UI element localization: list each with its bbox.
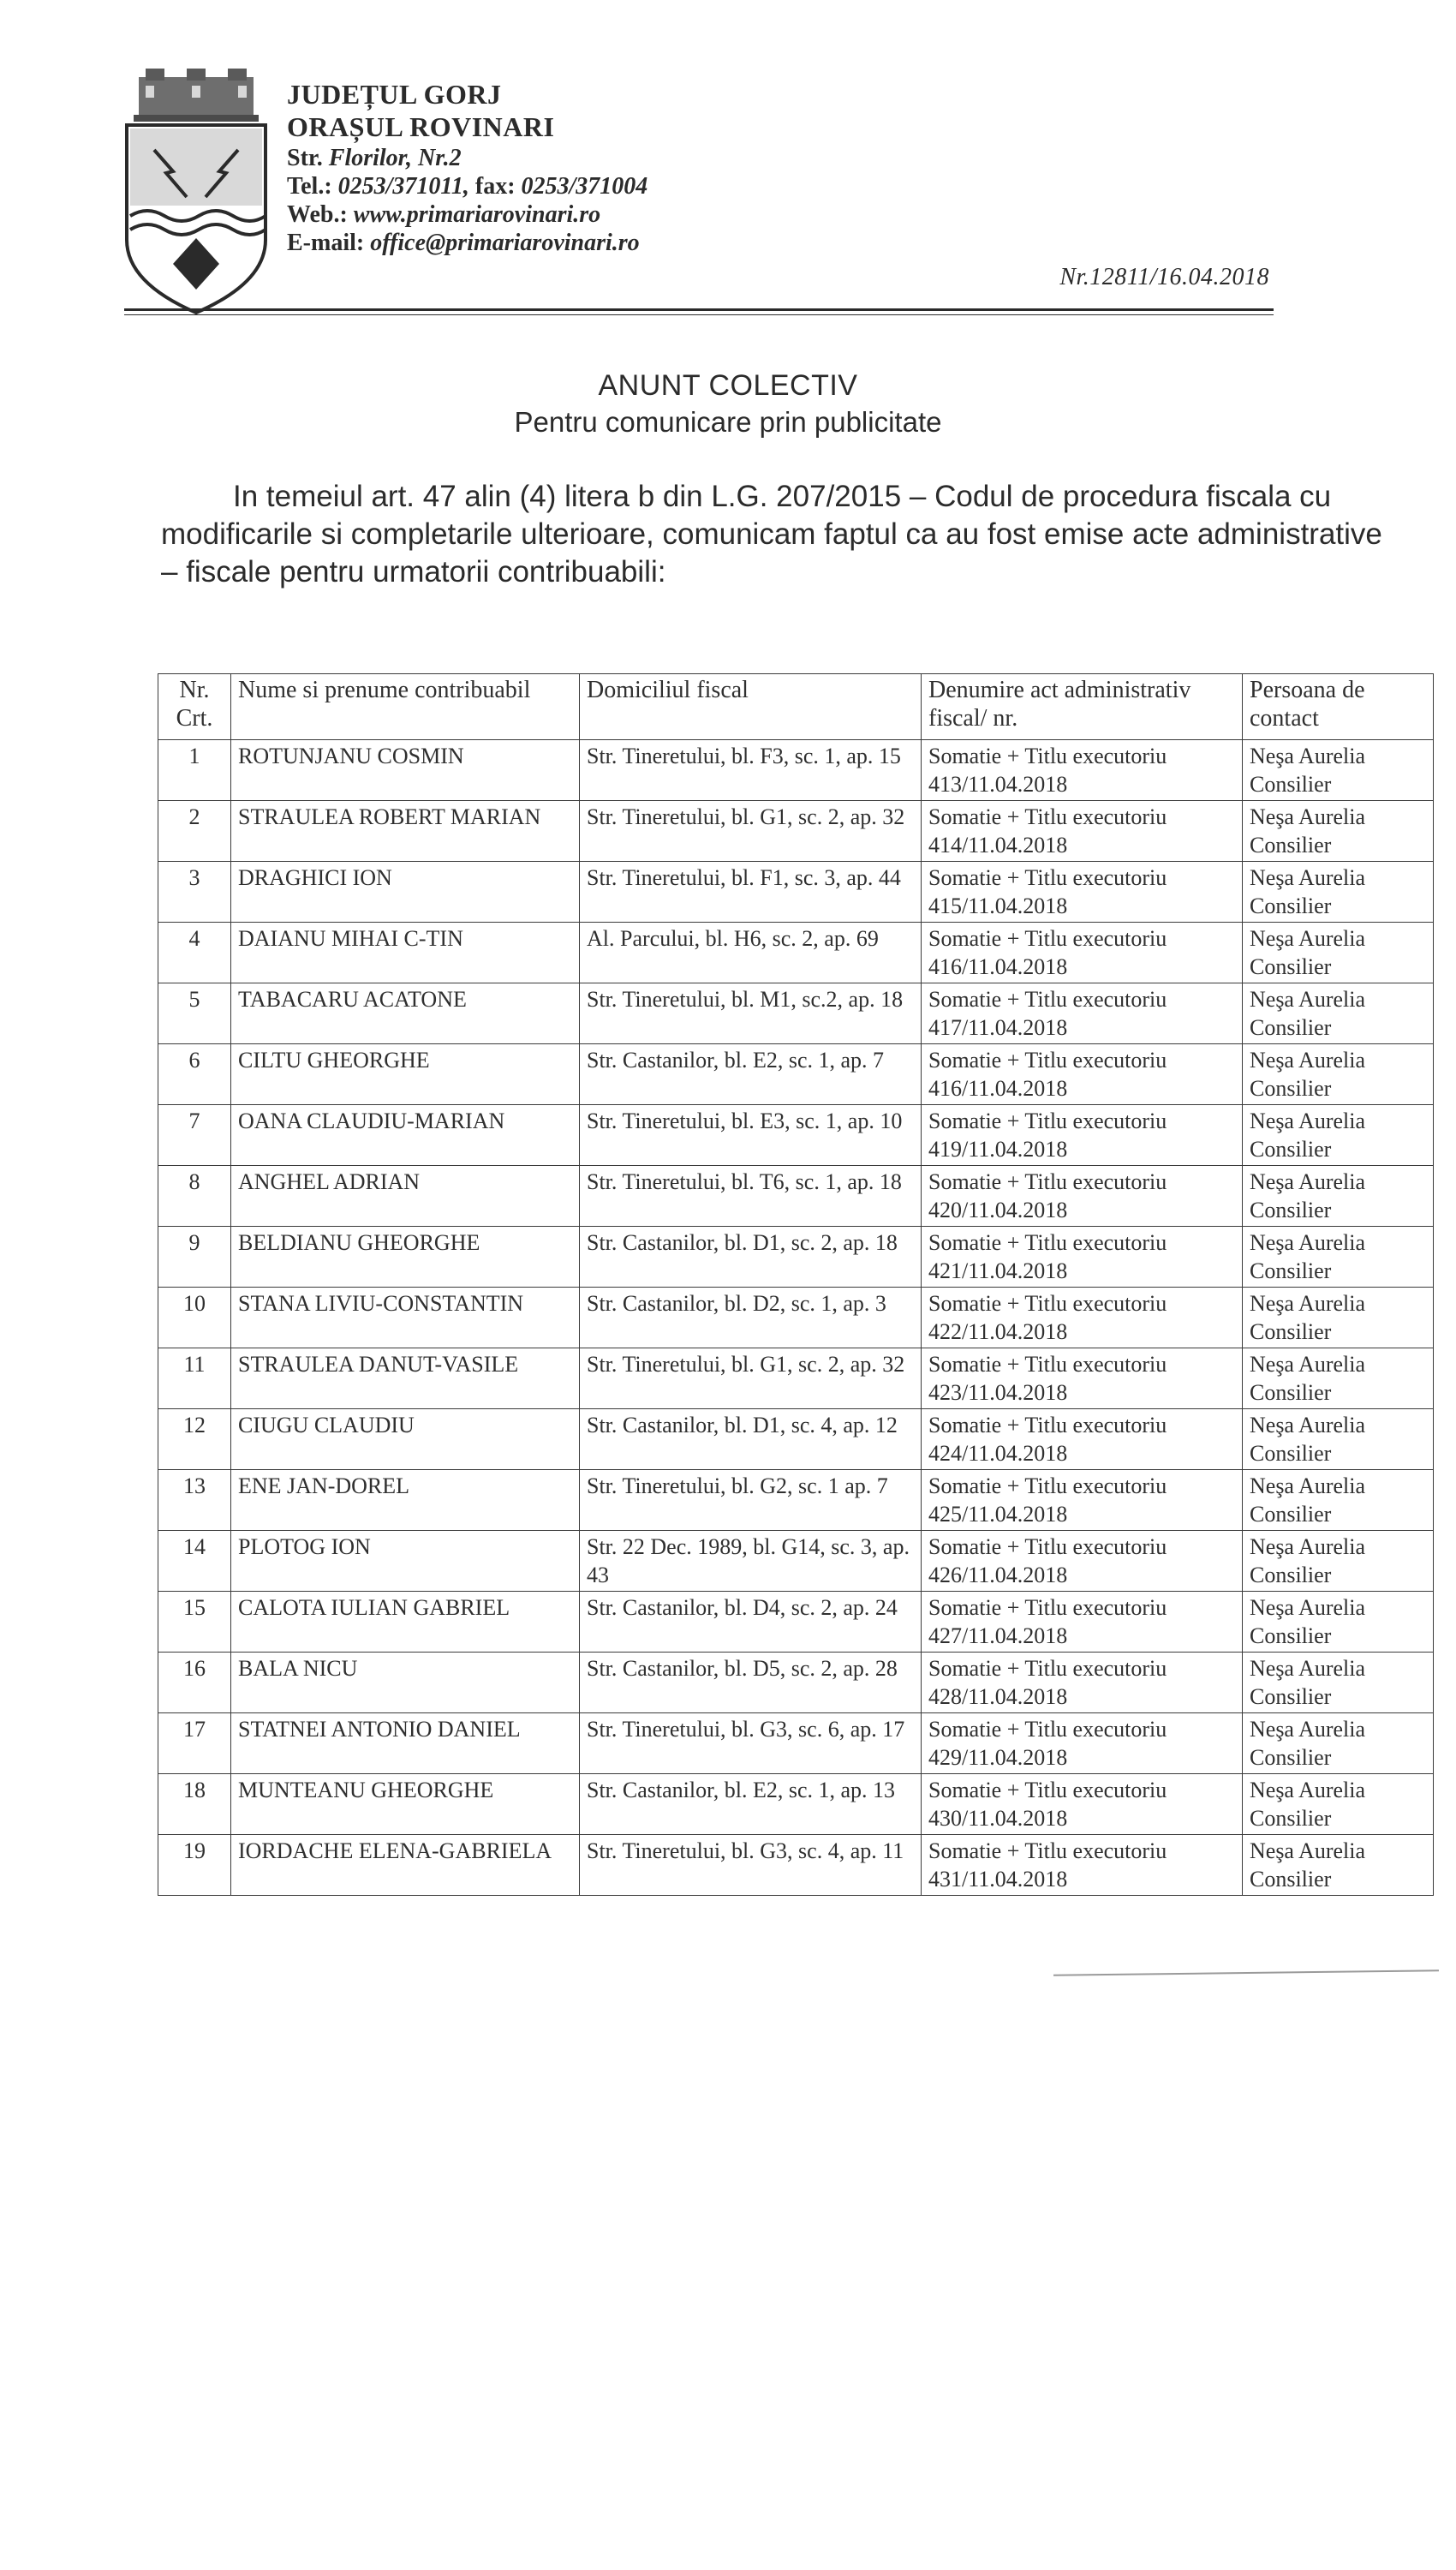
column-header-nr: Nr. Crt. xyxy=(158,674,231,740)
table-row xyxy=(158,1835,1434,1896)
cell-contact: Neşa Aurelia Consilier xyxy=(1243,1470,1434,1531)
address-line xyxy=(287,144,647,172)
table-row xyxy=(158,1105,1434,1166)
table-row xyxy=(158,1288,1434,1348)
title-subtitle: Pentru comunicare prin publicitate xyxy=(514,406,942,439)
cell-name: TABACARU ACATONE xyxy=(231,983,580,1044)
cell-address: Str. Castanilor, bl. E2, sc. 1, ap. 7 xyxy=(580,1044,922,1105)
cell-address: Str. Tineretului, bl. G2, sc. 1 ap. 7 xyxy=(580,1470,922,1531)
cell-address: Str. Tineretului, bl. F3, sc. 1, ap. 15 xyxy=(580,740,922,801)
cell-nr: 13 xyxy=(158,1470,231,1531)
table-row xyxy=(158,1166,1434,1227)
cell-name: CALOTA IULIAN GABRIEL xyxy=(231,1592,580,1653)
cell-act: Somatie + Titlu executoriu 421/11.04.2018 xyxy=(922,1227,1243,1288)
table-row xyxy=(158,1348,1434,1409)
table-row xyxy=(158,1713,1434,1774)
scan-artifact-line xyxy=(1053,1969,1439,1975)
cell-name: STATNEI ANTONIO DANIEL xyxy=(231,1713,580,1774)
cell-nr: 17 xyxy=(158,1713,231,1774)
cell-contact: Neşa Aurelia Consilier xyxy=(1243,740,1434,801)
cell-nr: 10 xyxy=(158,1288,231,1348)
table-header-row xyxy=(158,674,1434,740)
cell-nr: 6 xyxy=(158,1044,231,1105)
city-name: ORAȘUL ROVINARI xyxy=(287,111,555,142)
cell-act: Somatie + Titlu executoriu 422/11.04.2018 xyxy=(922,1288,1243,1348)
cell-name: IORDACHE ELENA-GABRIELA xyxy=(231,1835,580,1896)
document-registration-number: Nr.12811/16.04.2018 xyxy=(1059,264,1269,290)
cell-contact: Neşa Aurelia Consilier xyxy=(1243,801,1434,862)
cell-name: CIUGU CLAUDIU xyxy=(231,1409,580,1470)
cell-nr: 11 xyxy=(158,1348,231,1409)
cell-contact: Neşa Aurelia Consilier xyxy=(1243,1227,1434,1288)
cell-nr: 1 xyxy=(158,740,231,801)
email-line xyxy=(287,229,647,257)
cell-act: Somatie + Titlu executoriu 430/11.04.2018 xyxy=(922,1774,1243,1835)
email-value: office@primariarovinari.ro xyxy=(370,229,640,256)
fax-value: 0253/371004 xyxy=(521,172,648,200)
cell-contact: Neşa Aurelia Consilier xyxy=(1243,1592,1434,1653)
cell-nr: 15 xyxy=(158,1592,231,1653)
header-divider-thin xyxy=(124,314,1274,315)
cell-name: DAIANU MIHAI C-TIN xyxy=(231,923,580,983)
table-row xyxy=(158,1044,1434,1105)
cell-contact: Neşa Aurelia Consilier xyxy=(1243,1409,1434,1470)
cell-address: Str. Tineretului, bl. G1, sc. 2, ap. 32 xyxy=(580,801,922,862)
column-header-contact: Persoana de contact xyxy=(1243,674,1434,740)
web-value: www.primariarovinari.ro xyxy=(353,200,601,228)
cell-address: Str. Tineretului, bl. G1, sc. 2, ap. 32 xyxy=(580,1348,922,1409)
tel-value: 0253/371011, xyxy=(337,172,469,200)
table-row xyxy=(158,801,1434,862)
cell-act: Somatie + Titlu executoriu 413/11.04.2018 xyxy=(922,740,1243,801)
cell-address: Str. Castanilor, bl. E2, sc. 1, ap. 13 xyxy=(580,1774,922,1835)
cell-address: Str. Tineretului, bl. M1, sc.2, ap. 18 xyxy=(580,983,922,1044)
cell-name: PLOTOG ION xyxy=(231,1531,580,1592)
cell-name: CILTU GHEORGHE xyxy=(231,1044,580,1105)
cell-address: Str. Castanilor, bl. D4, sc. 2, ap. 24 xyxy=(580,1592,922,1653)
cell-contact: Neşa Aurelia Consilier xyxy=(1243,983,1434,1044)
cell-name: OANA CLAUDIU-MARIAN xyxy=(231,1105,580,1166)
tel-label: Tel.: xyxy=(287,172,332,200)
cell-name: DRAGHICI ION xyxy=(231,862,580,923)
web-label: Web.: xyxy=(287,200,348,228)
cell-contact: Neşa Aurelia Consilier xyxy=(1243,1835,1434,1896)
cell-contact: Neşa Aurelia Consilier xyxy=(1243,923,1434,983)
header-divider-thick xyxy=(124,308,1274,311)
cell-contact: Neşa Aurelia Consilier xyxy=(1243,1044,1434,1105)
cell-name: ENE JAN-DOREL xyxy=(231,1470,580,1531)
cell-contact: Neşa Aurelia Consilier xyxy=(1243,1288,1434,1348)
table-body xyxy=(158,740,1434,1896)
cell-act: Somatie + Titlu executoriu 423/11.04.2018 xyxy=(922,1348,1243,1409)
fax-label: fax: xyxy=(474,172,516,200)
cell-nr: 4 xyxy=(158,923,231,983)
table-row xyxy=(158,923,1434,983)
cell-act: Somatie + Titlu executoriu 431/11.04.2018 xyxy=(922,1835,1243,1896)
county-name: JUDEȚUL GORJ xyxy=(287,79,502,110)
taxpayers-table xyxy=(158,673,1434,1896)
cell-contact: Neşa Aurelia Consilier xyxy=(1243,1105,1434,1166)
institution-header xyxy=(287,79,647,257)
table-row xyxy=(158,740,1434,801)
table-row xyxy=(158,1409,1434,1470)
cell-contact: Neşa Aurelia Consilier xyxy=(1243,1774,1434,1835)
cell-nr: 12 xyxy=(158,1409,231,1470)
cell-act: Somatie + Titlu executoriu 415/11.04.2018 xyxy=(922,862,1243,923)
cell-nr: 18 xyxy=(158,1774,231,1835)
table-row xyxy=(158,1227,1434,1288)
cell-name: STRAULEA ROBERT MARIAN xyxy=(231,801,580,862)
web-line xyxy=(287,200,647,229)
table-row xyxy=(158,1470,1434,1531)
cell-name: STANA LIVIU-CONSTANTIN xyxy=(231,1288,580,1348)
cell-address: Str. 22 Dec. 1989, bl. G14, sc. 3, ap. 43 xyxy=(580,1531,922,1592)
cell-address: Al. Parcului, bl. H6, sc. 2, ap. 69 xyxy=(580,923,922,983)
cell-address: Str. Tineretului, bl. F1, sc. 3, ap. 44 xyxy=(580,862,922,923)
table-row xyxy=(158,1531,1434,1592)
table-row xyxy=(158,1774,1434,1835)
title-main: ANUNT COLECTIV xyxy=(598,369,858,402)
cell-act: Somatie + Titlu executoriu 417/11.04.2018 xyxy=(922,983,1243,1044)
cell-act: Somatie + Titlu executoriu 427/11.04.2018 xyxy=(922,1592,1243,1653)
cell-address: Str. Castanilor, bl. D1, sc. 4, ap. 12 xyxy=(580,1409,922,1470)
cell-act: Somatie + Titlu executoriu 420/11.04.2018 xyxy=(922,1166,1243,1227)
column-header-name: Nume si prenume contribuabil xyxy=(231,674,580,740)
cell-act: Somatie + Titlu executoriu 414/11.04.2018 xyxy=(922,801,1243,862)
cell-name: BALA NICU xyxy=(231,1653,580,1713)
cell-act: Somatie + Titlu executoriu 429/11.04.2018 xyxy=(922,1713,1243,1774)
email-label: E-mail: xyxy=(287,229,365,256)
street-label: Str. xyxy=(287,144,323,171)
cell-nr: 7 xyxy=(158,1105,231,1166)
cell-name: STRAULEA DANUT-VASILE xyxy=(231,1348,580,1409)
cell-nr: 19 xyxy=(158,1835,231,1896)
cell-contact: Neşa Aurelia Consilier xyxy=(1243,1348,1434,1409)
cell-act: Somatie + Titlu executoriu 424/11.04.2018 xyxy=(922,1409,1243,1470)
cell-name: MUNTEANU GHEORGHE xyxy=(231,1774,580,1835)
cell-address: Str. Castanilor, bl. D2, sc. 1, ap. 3 xyxy=(580,1288,922,1348)
table-row xyxy=(158,862,1434,923)
table-row xyxy=(158,1592,1434,1653)
cell-contact: Neşa Aurelia Consilier xyxy=(1243,1653,1434,1713)
coat-of-arms-icon xyxy=(120,69,272,317)
cell-act: Somatie + Titlu executoriu 428/11.04.2018 xyxy=(922,1653,1243,1713)
intro-paragraph: In temeiul art. 47 alin (4) litera b din L.G. 207/2015 – Codul de procedura fiscala cu modificarile si completarile ulterioare, comunicam faptul ca au fost emise acte administrative – fiscale pentru urmatorii contribuabili: xyxy=(161,480,1382,589)
cell-address: Str. Castanilor, bl. D1, sc. 2, ap. 18 xyxy=(580,1227,922,1288)
cell-address: Str. Castanilor, bl. D5, sc. 2, ap. 28 xyxy=(580,1653,922,1713)
taxpayers-table-container xyxy=(158,673,1399,1896)
cell-nr: 14 xyxy=(158,1531,231,1592)
cell-address: Str. Tineretului, bl. T6, sc. 1, ap. 18 xyxy=(580,1166,922,1227)
cell-address: Str. Tineretului, bl. E3, sc. 1, ap. 10 xyxy=(580,1105,922,1166)
cell-nr: 2 xyxy=(158,801,231,862)
cell-nr: 9 xyxy=(158,1227,231,1288)
document-title xyxy=(0,367,1456,441)
cell-contact: Neşa Aurelia Consilier xyxy=(1243,1713,1434,1774)
phone-line xyxy=(287,172,647,200)
cell-nr: 8 xyxy=(158,1166,231,1227)
cell-name: BELDIANU GHEORGHE xyxy=(231,1227,580,1288)
table-row xyxy=(158,1653,1434,1713)
column-header-act: Denumire act administrativ fiscal/ nr. xyxy=(922,674,1243,740)
cell-act: Somatie + Titlu executoriu 425/11.04.2018 xyxy=(922,1470,1243,1531)
cell-contact: Neşa Aurelia Consilier xyxy=(1243,1531,1434,1592)
cell-act: Somatie + Titlu executoriu 426/11.04.2018 xyxy=(922,1531,1243,1592)
column-header-address: Domiciliul fiscal xyxy=(580,674,922,740)
cell-contact: Neşa Aurelia Consilier xyxy=(1243,1166,1434,1227)
cell-nr: 16 xyxy=(158,1653,231,1713)
cell-nr: 5 xyxy=(158,983,231,1044)
table-row xyxy=(158,983,1434,1044)
cell-act: Somatie + Titlu executoriu 416/11.04.2018 xyxy=(922,1044,1243,1105)
cell-name: ROTUNJANU COSMIN xyxy=(231,740,580,801)
cell-address: Str. Tineretului, bl. G3, sc. 6, ap. 17 xyxy=(580,1713,922,1774)
cell-act: Somatie + Titlu executoriu 416/11.04.2018 xyxy=(922,923,1243,983)
cell-name: ANGHEL ADRIAN xyxy=(231,1166,580,1227)
cell-nr: 3 xyxy=(158,862,231,923)
cell-address: Str. Tineretului, bl. G3, sc. 4, ap. 11 xyxy=(580,1835,922,1896)
street-value: Florilor, Nr.2 xyxy=(328,144,462,171)
cell-contact: Neşa Aurelia Consilier xyxy=(1243,862,1434,923)
cell-act: Somatie + Titlu executoriu 419/11.04.2018 xyxy=(922,1105,1243,1166)
